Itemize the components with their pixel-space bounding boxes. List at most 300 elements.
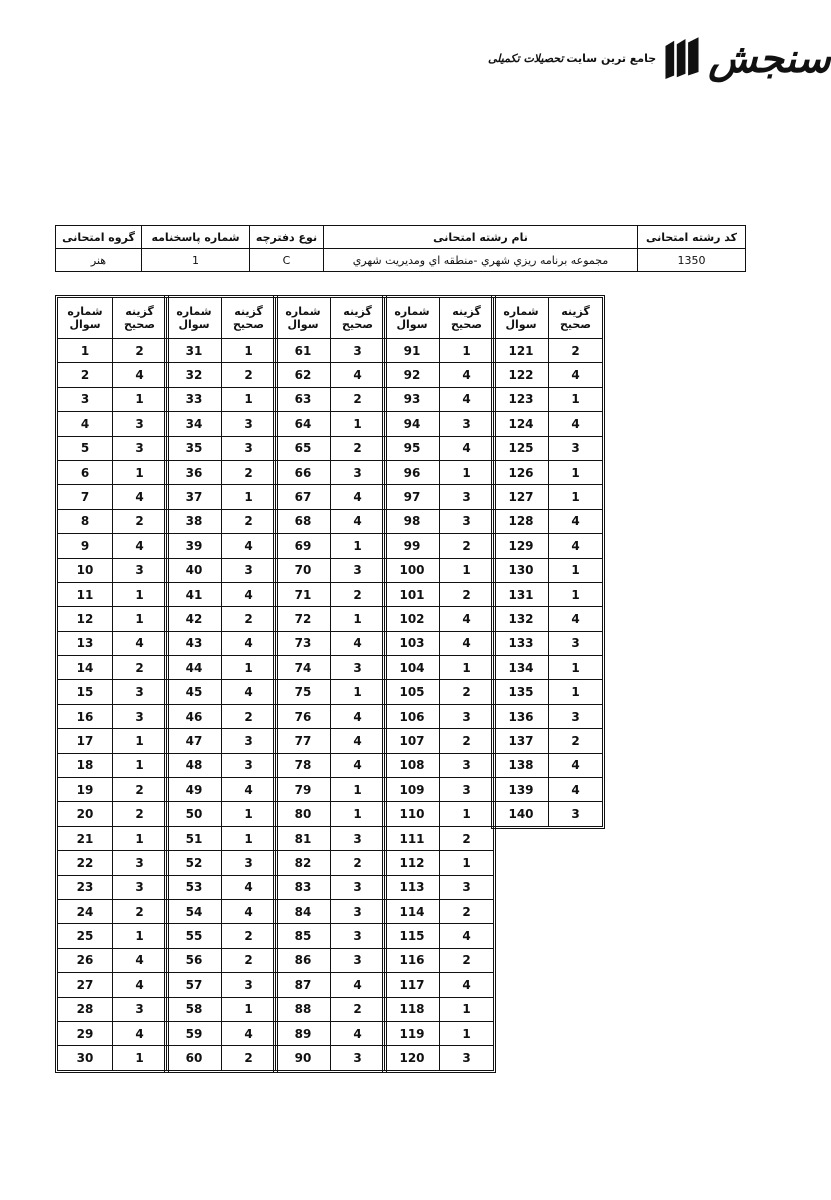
correct-option: 2 bbox=[440, 729, 494, 753]
answer-row bbox=[58, 558, 167, 582]
answer-table-header bbox=[276, 298, 385, 339]
answer-row bbox=[494, 387, 603, 411]
correct-option: 2 bbox=[440, 826, 494, 850]
question-number: 96 bbox=[385, 460, 440, 484]
answer-row bbox=[385, 826, 494, 850]
question-number: 16 bbox=[58, 704, 113, 728]
answer-row bbox=[276, 387, 385, 411]
answer-row bbox=[167, 973, 276, 997]
correct-option: 2 bbox=[113, 656, 167, 680]
correct-option: 2 bbox=[113, 778, 167, 802]
question-number: 56 bbox=[167, 948, 222, 972]
answer-row bbox=[385, 899, 494, 923]
answer-row bbox=[385, 875, 494, 899]
correct-option: 3 bbox=[331, 948, 385, 972]
correct-option: 1 bbox=[440, 460, 494, 484]
question-number: 72 bbox=[276, 607, 331, 631]
answer-row bbox=[276, 631, 385, 655]
answer-row bbox=[58, 534, 167, 558]
answer-row bbox=[494, 656, 603, 680]
column-header-question-number: شماره سوال bbox=[494, 298, 549, 339]
answer-row bbox=[276, 460, 385, 484]
answer-row bbox=[494, 631, 603, 655]
correct-option: 1 bbox=[113, 460, 167, 484]
answer-row bbox=[167, 948, 276, 972]
correct-option: 4 bbox=[331, 1021, 385, 1045]
question-number: 91 bbox=[385, 339, 440, 363]
question-number: 89 bbox=[276, 1021, 331, 1045]
question-number: 107 bbox=[385, 729, 440, 753]
question-number: 127 bbox=[494, 485, 549, 509]
answer-row bbox=[494, 778, 603, 802]
correct-option: 1 bbox=[113, 826, 167, 850]
question-number: 137 bbox=[494, 729, 549, 753]
correct-option: 3 bbox=[222, 851, 276, 875]
correct-option: 4 bbox=[549, 363, 603, 387]
question-number: 50 bbox=[167, 802, 222, 826]
answer-row bbox=[385, 924, 494, 948]
question-number: 53 bbox=[167, 875, 222, 899]
answer-row bbox=[167, 363, 276, 387]
question-number: 93 bbox=[385, 387, 440, 411]
question-number: 34 bbox=[167, 412, 222, 436]
correct-option: 3 bbox=[440, 753, 494, 777]
question-number: 48 bbox=[167, 753, 222, 777]
answer-row bbox=[167, 802, 276, 826]
answer-row bbox=[276, 534, 385, 558]
correct-option: 3 bbox=[440, 704, 494, 728]
value-code: 1350 bbox=[638, 249, 746, 272]
correct-option: 4 bbox=[113, 363, 167, 387]
correct-option: 4 bbox=[549, 509, 603, 533]
question-number: 47 bbox=[167, 729, 222, 753]
answer-row bbox=[494, 509, 603, 533]
question-number: 42 bbox=[167, 607, 222, 631]
answer-table bbox=[384, 297, 494, 1071]
answer-row bbox=[58, 436, 167, 460]
question-number: 59 bbox=[167, 1021, 222, 1045]
correct-option: 4 bbox=[440, 973, 494, 997]
correct-option: 1 bbox=[440, 851, 494, 875]
correct-option: 3 bbox=[331, 339, 385, 363]
question-number: 44 bbox=[167, 656, 222, 680]
value-booklet-type: C bbox=[250, 249, 324, 272]
answer-row bbox=[276, 339, 385, 363]
question-number: 130 bbox=[494, 558, 549, 582]
answer-row bbox=[385, 851, 494, 875]
question-number: 119 bbox=[385, 1021, 440, 1045]
answer-row bbox=[167, 753, 276, 777]
question-number: 8 bbox=[58, 509, 113, 533]
question-number: 90 bbox=[276, 1046, 331, 1070]
question-number: 75 bbox=[276, 680, 331, 704]
correct-option: 1 bbox=[222, 802, 276, 826]
correct-option: 2 bbox=[331, 997, 385, 1021]
answer-row bbox=[58, 460, 167, 484]
correct-option: 4 bbox=[331, 509, 385, 533]
answer-row bbox=[276, 802, 385, 826]
correct-option: 4 bbox=[113, 1021, 167, 1045]
answer-row bbox=[494, 704, 603, 728]
question-number: 108 bbox=[385, 753, 440, 777]
question-number: 128 bbox=[494, 509, 549, 533]
column-header-question-number: شماره سوال bbox=[385, 298, 440, 339]
correct-option: 1 bbox=[331, 778, 385, 802]
question-number: 134 bbox=[494, 656, 549, 680]
correct-option: 1 bbox=[222, 826, 276, 850]
correct-option: 4 bbox=[549, 412, 603, 436]
correct-option: 4 bbox=[549, 607, 603, 631]
answer-row bbox=[385, 412, 494, 436]
correct-option: 3 bbox=[549, 436, 603, 460]
answer-row bbox=[58, 607, 167, 631]
question-number: 14 bbox=[58, 656, 113, 680]
correct-option: 4 bbox=[113, 631, 167, 655]
answer-row bbox=[385, 339, 494, 363]
question-number: 20 bbox=[58, 802, 113, 826]
question-number: 121 bbox=[494, 339, 549, 363]
question-number: 131 bbox=[494, 582, 549, 606]
answer-row bbox=[58, 924, 167, 948]
answer-row bbox=[167, 704, 276, 728]
answer-row bbox=[385, 607, 494, 631]
answer-row bbox=[385, 387, 494, 411]
question-number: 38 bbox=[167, 509, 222, 533]
question-number: 49 bbox=[167, 778, 222, 802]
answer-row bbox=[58, 631, 167, 655]
question-number: 62 bbox=[276, 363, 331, 387]
correct-option: 4 bbox=[331, 485, 385, 509]
logo-tagline-bold: جامع ترین سایت bbox=[566, 52, 657, 65]
correct-option: 2 bbox=[113, 899, 167, 923]
correct-option: 1 bbox=[440, 558, 494, 582]
answer-row bbox=[58, 729, 167, 753]
question-number: 103 bbox=[385, 631, 440, 655]
answer-row bbox=[494, 753, 603, 777]
question-number: 124 bbox=[494, 412, 549, 436]
answer-row bbox=[167, 1046, 276, 1070]
question-number: 100 bbox=[385, 558, 440, 582]
logo-tagline bbox=[488, 52, 656, 66]
answer-table bbox=[493, 297, 603, 827]
answer-row bbox=[58, 753, 167, 777]
correct-option: 3 bbox=[331, 875, 385, 899]
answer-row bbox=[167, 729, 276, 753]
correct-option: 1 bbox=[113, 582, 167, 606]
question-number: 102 bbox=[385, 607, 440, 631]
answer-row bbox=[385, 460, 494, 484]
question-number: 123 bbox=[494, 387, 549, 411]
question-number: 57 bbox=[167, 973, 222, 997]
answer-row bbox=[167, 851, 276, 875]
correct-option: 3 bbox=[113, 704, 167, 728]
question-number: 125 bbox=[494, 436, 549, 460]
question-number: 140 bbox=[494, 802, 549, 826]
correct-option: 4 bbox=[222, 1021, 276, 1045]
answer-row bbox=[167, 778, 276, 802]
question-number: 120 bbox=[385, 1046, 440, 1070]
question-number: 117 bbox=[385, 973, 440, 997]
correct-option: 1 bbox=[549, 460, 603, 484]
header-group: گروه امتحانی bbox=[56, 226, 142, 249]
correct-option: 1 bbox=[549, 485, 603, 509]
question-number: 6 bbox=[58, 460, 113, 484]
question-number: 64 bbox=[276, 412, 331, 436]
question-number: 29 bbox=[58, 1021, 113, 1045]
answer-row bbox=[276, 656, 385, 680]
answer-row bbox=[494, 363, 603, 387]
exam-info-header-row bbox=[56, 226, 746, 249]
question-number: 112 bbox=[385, 851, 440, 875]
question-number: 41 bbox=[167, 582, 222, 606]
answer-row bbox=[167, 875, 276, 899]
correct-option: 2 bbox=[549, 339, 603, 363]
question-number: 12 bbox=[58, 607, 113, 631]
logo-brand-text: سنجش bbox=[708, 35, 831, 82]
question-number: 54 bbox=[167, 899, 222, 923]
question-number: 105 bbox=[385, 680, 440, 704]
question-number: 69 bbox=[276, 534, 331, 558]
correct-option: 1 bbox=[549, 582, 603, 606]
column-header-question-number: شماره سوال bbox=[58, 298, 113, 339]
answer-block bbox=[273, 295, 387, 1073]
correct-option: 2 bbox=[331, 851, 385, 875]
answer-row bbox=[494, 485, 603, 509]
value-name: مجموعه برنامه ریزي شهري -منطقه اي ومديريت شهري bbox=[324, 249, 638, 272]
answer-table-header bbox=[167, 298, 276, 339]
answer-row bbox=[276, 582, 385, 606]
question-number: 11 bbox=[58, 582, 113, 606]
question-number: 65 bbox=[276, 436, 331, 460]
question-number: 113 bbox=[385, 875, 440, 899]
answer-row bbox=[276, 997, 385, 1021]
answer-row bbox=[385, 973, 494, 997]
correct-option: 1 bbox=[113, 729, 167, 753]
question-number: 98 bbox=[385, 509, 440, 533]
column-header-correct-option: گزینه صحیح bbox=[440, 298, 494, 339]
question-number: 114 bbox=[385, 899, 440, 923]
correct-option: 4 bbox=[549, 534, 603, 558]
question-number: 10 bbox=[58, 558, 113, 582]
answer-row bbox=[494, 412, 603, 436]
question-number: 99 bbox=[385, 534, 440, 558]
answer-row bbox=[385, 509, 494, 533]
answer-row bbox=[167, 485, 276, 509]
correct-option: 1 bbox=[440, 997, 494, 1021]
correct-option: 2 bbox=[331, 436, 385, 460]
answer-row bbox=[385, 656, 494, 680]
correct-option: 1 bbox=[549, 680, 603, 704]
answer-row bbox=[58, 1046, 167, 1070]
answer-row bbox=[385, 534, 494, 558]
answer-row bbox=[276, 363, 385, 387]
answer-row bbox=[276, 729, 385, 753]
answer-row bbox=[58, 899, 167, 923]
correct-option: 1 bbox=[113, 924, 167, 948]
question-number: 17 bbox=[58, 729, 113, 753]
answer-row bbox=[167, 656, 276, 680]
answer-row bbox=[276, 778, 385, 802]
answer-row bbox=[385, 436, 494, 460]
logo-tagline-script: تحصیلات تکمیلی bbox=[488, 52, 564, 65]
correct-option: 2 bbox=[113, 802, 167, 826]
question-number: 22 bbox=[58, 851, 113, 875]
answer-row bbox=[276, 875, 385, 899]
question-number: 73 bbox=[276, 631, 331, 655]
correct-option: 1 bbox=[331, 680, 385, 704]
question-number: 118 bbox=[385, 997, 440, 1021]
correct-option: 4 bbox=[440, 631, 494, 655]
correct-option: 4 bbox=[222, 534, 276, 558]
correct-option: 4 bbox=[222, 875, 276, 899]
question-number: 55 bbox=[167, 924, 222, 948]
question-number: 86 bbox=[276, 948, 331, 972]
answer-row bbox=[167, 899, 276, 923]
column-header-question-number: شماره سوال bbox=[167, 298, 222, 339]
answer-row bbox=[385, 680, 494, 704]
correct-option: 4 bbox=[222, 680, 276, 704]
question-number: 5 bbox=[58, 436, 113, 460]
books-logo-icon bbox=[662, 34, 702, 84]
answer-row bbox=[494, 436, 603, 460]
answer-block bbox=[164, 295, 278, 1073]
correct-option: 2 bbox=[331, 387, 385, 411]
answer-row bbox=[494, 729, 603, 753]
column-header-correct-option: گزینه صحیح bbox=[222, 298, 276, 339]
answer-row bbox=[494, 460, 603, 484]
correct-option: 2 bbox=[222, 607, 276, 631]
correct-option: 3 bbox=[113, 875, 167, 899]
correct-option: 1 bbox=[222, 656, 276, 680]
question-number: 138 bbox=[494, 753, 549, 777]
question-number: 26 bbox=[58, 948, 113, 972]
correct-option: 3 bbox=[331, 826, 385, 850]
correct-option: 2 bbox=[440, 582, 494, 606]
question-number: 63 bbox=[276, 387, 331, 411]
correct-option: 3 bbox=[222, 412, 276, 436]
answer-table bbox=[275, 297, 385, 1071]
exam-info-table bbox=[55, 225, 746, 272]
answer-row bbox=[276, 704, 385, 728]
correct-option: 4 bbox=[113, 534, 167, 558]
correct-option: 3 bbox=[113, 412, 167, 436]
correct-option: 4 bbox=[222, 631, 276, 655]
correct-option: 3 bbox=[549, 802, 603, 826]
answer-row bbox=[167, 997, 276, 1021]
correct-option: 3 bbox=[440, 412, 494, 436]
correct-option: 2 bbox=[113, 339, 167, 363]
answer-row bbox=[385, 1046, 494, 1070]
answer-row bbox=[385, 753, 494, 777]
correct-option: 2 bbox=[222, 363, 276, 387]
answer-row bbox=[58, 778, 167, 802]
column-header-correct-option: گزینه صحیح bbox=[113, 298, 167, 339]
question-number: 40 bbox=[167, 558, 222, 582]
correct-option: 3 bbox=[440, 1046, 494, 1070]
header-name: نام رشته امتحانی bbox=[324, 226, 638, 249]
correct-option: 4 bbox=[331, 973, 385, 997]
answer-row bbox=[167, 558, 276, 582]
header-code: کد رشته امتحانی bbox=[638, 226, 746, 249]
answer-row bbox=[276, 1046, 385, 1070]
answer-row bbox=[494, 534, 603, 558]
answer-row bbox=[167, 680, 276, 704]
correct-option: 1 bbox=[549, 656, 603, 680]
correct-option: 4 bbox=[113, 973, 167, 997]
question-number: 33 bbox=[167, 387, 222, 411]
answer-row bbox=[58, 582, 167, 606]
correct-option: 1 bbox=[440, 802, 494, 826]
question-number: 129 bbox=[494, 534, 549, 558]
answer-row bbox=[385, 1021, 494, 1045]
question-number: 76 bbox=[276, 704, 331, 728]
question-number: 87 bbox=[276, 973, 331, 997]
answer-row bbox=[385, 582, 494, 606]
correct-option: 1 bbox=[331, 802, 385, 826]
answer-row bbox=[276, 826, 385, 850]
question-number: 132 bbox=[494, 607, 549, 631]
question-number: 1 bbox=[58, 339, 113, 363]
correct-option: 3 bbox=[331, 924, 385, 948]
answer-row bbox=[167, 460, 276, 484]
question-number: 28 bbox=[58, 997, 113, 1021]
answer-row bbox=[276, 607, 385, 631]
correct-option: 3 bbox=[113, 436, 167, 460]
question-number: 45 bbox=[167, 680, 222, 704]
question-number: 139 bbox=[494, 778, 549, 802]
correct-option: 4 bbox=[440, 363, 494, 387]
correct-option: 1 bbox=[331, 607, 385, 631]
correct-option: 1 bbox=[331, 534, 385, 558]
correct-option: 1 bbox=[440, 1021, 494, 1045]
question-number: 78 bbox=[276, 753, 331, 777]
correct-option: 4 bbox=[113, 485, 167, 509]
answer-row bbox=[58, 973, 167, 997]
question-number: 19 bbox=[58, 778, 113, 802]
correct-option: 2 bbox=[440, 534, 494, 558]
answer-block bbox=[382, 295, 496, 1073]
answer-row bbox=[276, 924, 385, 948]
answer-row bbox=[276, 851, 385, 875]
correct-option: 1 bbox=[113, 607, 167, 631]
correct-option: 3 bbox=[113, 851, 167, 875]
answer-row bbox=[58, 704, 167, 728]
answer-row bbox=[276, 485, 385, 509]
question-number: 97 bbox=[385, 485, 440, 509]
correct-option: 1 bbox=[440, 656, 494, 680]
correct-option: 3 bbox=[331, 1046, 385, 1070]
correct-option: 2 bbox=[222, 704, 276, 728]
column-header-correct-option: گزینه صحیح bbox=[331, 298, 385, 339]
answer-row bbox=[58, 656, 167, 680]
sanjesh-logo bbox=[488, 14, 831, 104]
question-number: 25 bbox=[58, 924, 113, 948]
question-number: 4 bbox=[58, 412, 113, 436]
question-number: 111 bbox=[385, 826, 440, 850]
correct-option: 1 bbox=[549, 558, 603, 582]
correct-option: 1 bbox=[440, 339, 494, 363]
correct-option: 3 bbox=[440, 485, 494, 509]
question-number: 9 bbox=[58, 534, 113, 558]
question-number: 74 bbox=[276, 656, 331, 680]
question-number: 68 bbox=[276, 509, 331, 533]
answer-row bbox=[276, 680, 385, 704]
answer-row bbox=[276, 948, 385, 972]
correct-option: 3 bbox=[222, 558, 276, 582]
correct-option: 1 bbox=[222, 387, 276, 411]
question-number: 135 bbox=[494, 680, 549, 704]
answer-row bbox=[58, 875, 167, 899]
